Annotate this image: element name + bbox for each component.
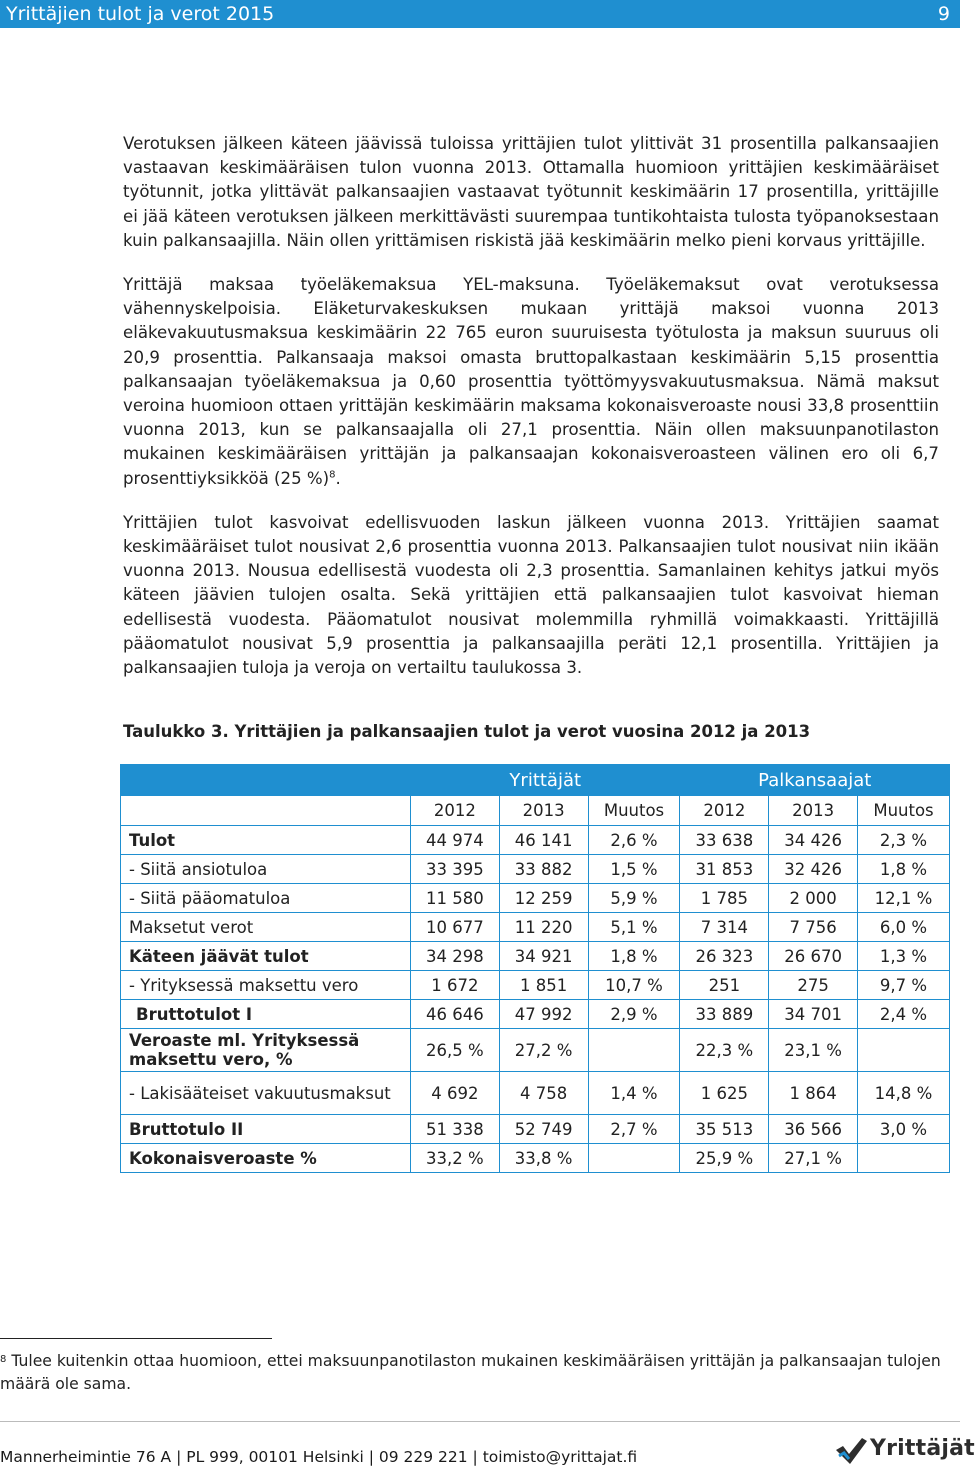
table-cell: 1,8 % (588, 942, 680, 971)
group-header-yrittajat: Yrittäjät (411, 765, 680, 796)
table-corner-cell (121, 765, 411, 796)
table-cell (588, 1029, 680, 1072)
column-header: Muutos (857, 796, 949, 826)
table-cell: 26 323 (680, 942, 769, 971)
paragraph-2 (123, 273, 939, 491)
table-cell: 26 670 (769, 942, 858, 971)
table-cell: 10,7 % (588, 971, 680, 1000)
body-text (123, 132, 939, 700)
row-label: Käteen jäävät tulot (121, 942, 411, 971)
table-cell: 5,1 % (588, 913, 680, 942)
table-cell: 33 882 (499, 855, 588, 884)
table-cell: 3,0 % (857, 1115, 949, 1144)
table-cell: 5,9 % (588, 884, 680, 913)
table-cell: 52 749 (499, 1115, 588, 1144)
paragraph-1-text: Verotuksen jälkeen käteen jäävissä tuloissa yrittäjien tulot ylittivät 31 prosentilla palkansaajien vastaavan keskimääräisen tulon vuonna 2013. Ottamalla huomioon yrittäjien keskimääräiset työtunnit, jotka ylittävät palkansaajien vastaavat työtunnit keskimäärin 17 prosentilla, yrittäjille ei jää käteen verotuksen jälkeen merkittävästi suurempaa tuntikohtaista tulosta työpanoksestaan kuin palkansaajilla. Näin ollen yrittämisen riskistä jää keskimäärin melko pieni korvaus yrittäjille. (123, 134, 939, 250)
table-cell: 10 677 (411, 913, 500, 942)
row-label: Maksetut verot (121, 913, 411, 942)
column-header: Muutos (588, 796, 680, 826)
table-cell (588, 1144, 680, 1173)
table-cell: 1 851 (499, 971, 588, 1000)
table-cell: 34 921 (499, 942, 588, 971)
group-header-palkansaajat: Palkansaajat (680, 765, 950, 796)
table-cell: 1 625 (680, 1072, 769, 1115)
table-cell: 1,4 % (588, 1072, 680, 1115)
table-cell: 251 (680, 971, 769, 1000)
table-cell: 46 141 (499, 826, 588, 855)
column-header: 2013 (769, 796, 858, 826)
yrittajat-logo (834, 1434, 975, 1468)
table-cell: 33 395 (411, 855, 500, 884)
logo-text: Yrittäjät (870, 1436, 975, 1461)
paragraph-3 (123, 511, 939, 680)
row-label: - Lakisääteiset vakuutusmaksut (121, 1072, 411, 1115)
footnote-number: 8 (0, 1354, 7, 1365)
row-label: - Yrityksessä maksettu vero (121, 971, 411, 1000)
table-cell: 51 338 (411, 1115, 500, 1144)
page-header (0, 0, 960, 28)
page-number: 9 (937, 3, 950, 25)
table-cell: 25,9 % (680, 1144, 769, 1173)
table-cell (857, 1029, 949, 1072)
table-cell: 31 853 (680, 855, 769, 884)
table-cell: 4 758 (499, 1072, 588, 1115)
table-row (121, 1072, 950, 1115)
table-cell: 34 426 (769, 826, 858, 855)
table-cell: 2 000 (769, 884, 858, 913)
table-sub-header-row (121, 796, 950, 826)
table-cell: 27,1 % (769, 1144, 858, 1173)
table-row (121, 942, 950, 971)
table-cell: 33,2 % (411, 1144, 500, 1173)
table-cell: 34 298 (411, 942, 500, 971)
paragraph-3-text: Yrittäjien tulot kasvoivat edellisvuoden laskun jälkeen vuonna 2013. Yrittäjien saamat keskimääräiset tulot nousivat 2,6 prosenttia vuonna 2013. Palkansaajien tulot nousivat niin ikään vuonna 2013. Nousua edellisestä vuodesta oli 2,3 prosenttia. Samanlainen kehitys jatkui myös käteen jäävien tulojen osalta. Sekä yrittäjien että palkansaajien tulot kasvoivat hieman edellisestä vuodesta. Pääomatulot nousivat molemmilla ryhmillä voimakkaasti. Yrittäjillä pääomatulot nousivat 5,9 prosenttia ja palkansaajilla peräti 12,1 prosentilla. Yrittäjien ja palkansaajien tuloja ja veroja on vertailtu taulukossa 3. (123, 512, 939, 678)
document-title: Yrittäjien tulot ja verot 2015 (6, 3, 275, 25)
table-cell (857, 1144, 949, 1173)
table-cell: 1 672 (411, 971, 500, 1000)
table-cell: 1,8 % (857, 855, 949, 884)
table-cell: 32 426 (769, 855, 858, 884)
row-label: - Siitä pääomatuloa (121, 884, 411, 913)
table-row (121, 1115, 950, 1144)
table-cell: 6,0 % (857, 913, 949, 942)
table-row (121, 971, 950, 1000)
checkmark-logo-icon (834, 1436, 868, 1466)
table-row (121, 1029, 950, 1072)
table-cell: 35 513 (680, 1115, 769, 1144)
table-cell: 2,7 % (588, 1115, 680, 1144)
table-cell: 2,9 % (588, 1000, 680, 1029)
table-row (121, 1000, 950, 1029)
row-label: - Siitä ansiotuloa (121, 855, 411, 884)
table-row (121, 855, 950, 884)
table-cell: 1 864 (769, 1072, 858, 1115)
table-empty-cell (121, 796, 411, 826)
table-cell: 46 646 (411, 1000, 500, 1029)
table-cell: 9,7 % (857, 971, 949, 1000)
footer-divider (0, 1421, 960, 1422)
table-cell: 12 259 (499, 884, 588, 913)
table-cell: 275 (769, 971, 858, 1000)
table-cell: 11 580 (411, 884, 500, 913)
table-cell: 33 638 (680, 826, 769, 855)
table-cell: 2,4 % (857, 1000, 949, 1029)
row-label: Kokonaisveroaste % (121, 1144, 411, 1173)
table-cell: 34 701 (769, 1000, 858, 1029)
column-header: 2012 (411, 796, 500, 826)
table-cell: 44 974 (411, 826, 500, 855)
table-cell: 47 992 (499, 1000, 588, 1029)
table-cell: 33,8 % (499, 1144, 588, 1173)
income-tax-table (120, 764, 950, 1173)
row-label: Tulot (121, 826, 411, 855)
table-cell: 23,1 % (769, 1029, 858, 1072)
table-cell: 7 314 (680, 913, 769, 942)
paragraph-2-text: Yrittäjä maksaa työeläkemaksua YEL-maksuna. Työeläkemaksut ovat verotuksessa vähennyskelpoisia. Eläketurvakeskuksen mukaan yrittäjä maksoi vuonna 2013 eläkevakuutusmaksua keskimäärin 22 765 euron suuruisesta työtulosta ja maksun suuruus oli 20,9 prosenttia. Palkansaaja maksoi omasta bruttopalkastaan keskimäärin 5,15 prosenttia palkansaajan työeläkemaksua ja 0,60 prosenttia työttömyysvakuutusmaksua. Nämä maksut veroina huomioon ottaen yrittäjän keskimäärin maksama kokonaisveroaste nousi 33,8 prosenttiin vuonna 2013, kun se palkansaajalla oli 27,1 prosenttia. Näin ollen maksuunpanotilaston mukainen keskimääräisen yrittäjän ja palkansaajan kokonaisveroasteen välinen ero oli 6,7 prosenttiyksikköä (25 %) (123, 275, 939, 488)
row-label: Bruttotulot I (121, 1000, 411, 1029)
table-cell: 22,3 % (680, 1029, 769, 1072)
footnote (0, 1350, 945, 1396)
table-cell: 1,3 % (857, 942, 949, 971)
table-cell: 11 220 (499, 913, 588, 942)
table-row (121, 826, 950, 855)
table-cell: 4 692 (411, 1072, 500, 1115)
table-row (121, 884, 950, 913)
footnote-divider (0, 1338, 272, 1339)
table-cell: 1 785 (680, 884, 769, 913)
column-header: 2013 (499, 796, 588, 826)
table-cell: 2,3 % (857, 826, 949, 855)
table-cell: 7 756 (769, 913, 858, 942)
table-cell: 27,2 % (499, 1029, 588, 1072)
table-group-header-row (121, 765, 950, 796)
row-label: Bruttotulo II (121, 1115, 411, 1144)
table-cell: 12,1 % (857, 884, 949, 913)
table-cell: 33 889 (680, 1000, 769, 1029)
table-caption: Taulukko 3. Yrittäjien ja palkansaajien tulot ja verot vuosina 2012 ja 2013 (123, 722, 811, 741)
table-cell: 36 566 (769, 1115, 858, 1144)
footer-contact: Mannerheimintie 76 A | PL 999, 00101 Helsinki | 09 229 221 | toimisto@yrittajat.fi (0, 1448, 638, 1466)
table-cell: 26,5 % (411, 1029, 500, 1072)
table-cell: 2,6 % (588, 826, 680, 855)
paragraph-1 (123, 132, 939, 253)
footnote-text: Tulee kuitenkin ottaa huomioon, ettei maksuunpanotilaston mukainen keskimääräisen yrittäjän ja palkansaajan tulojen määrä ole sama. (0, 1352, 941, 1393)
column-header: 2012 (680, 796, 769, 826)
paragraph-2-end: . (335, 468, 341, 488)
table-cell: 1,5 % (588, 855, 680, 884)
row-label: Veroaste ml. Yrityksessä maksettu vero, % (121, 1029, 411, 1072)
table-row (121, 1144, 950, 1173)
table-row (121, 913, 950, 942)
table-cell: 14,8 % (857, 1072, 949, 1115)
footnote-ref[interactable]: 8 (329, 469, 336, 481)
